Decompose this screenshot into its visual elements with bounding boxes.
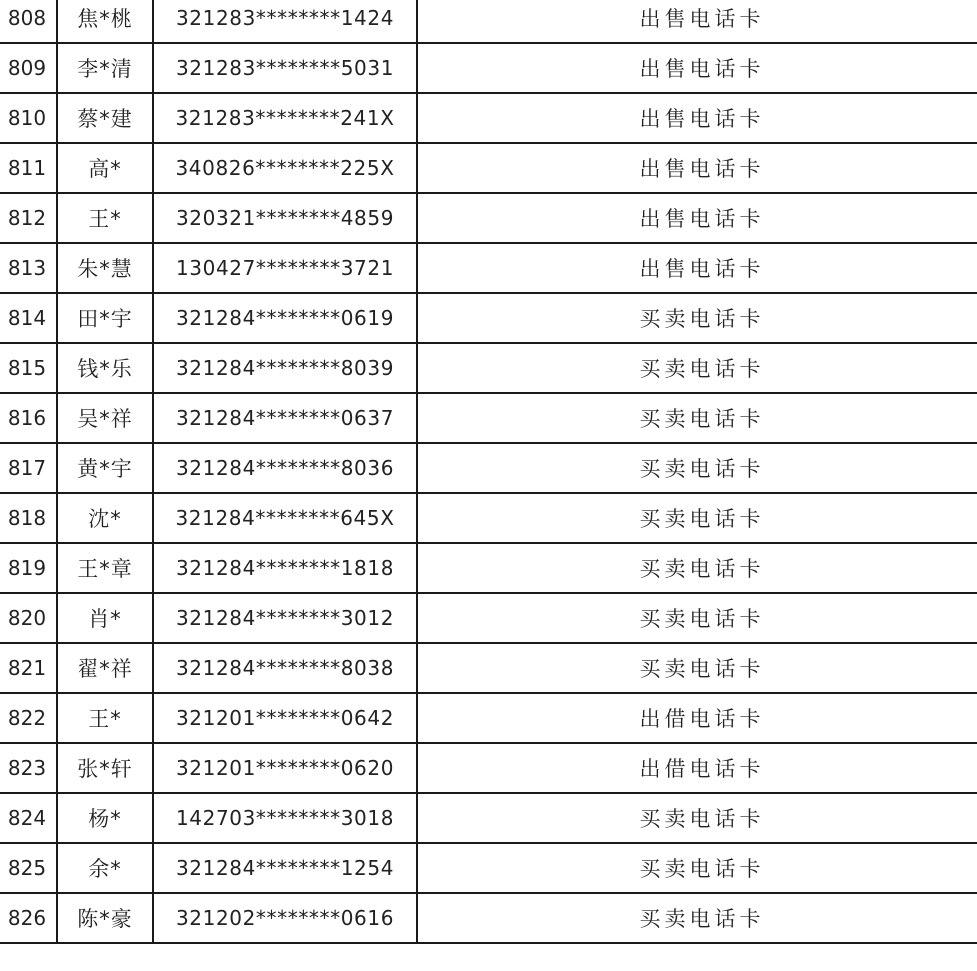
row-number-cell: 811	[0, 143, 57, 193]
person-name-cell: 张*轩	[57, 743, 153, 793]
table-row	[0, 643, 977, 693]
row-number-cell: 817	[0, 443, 57, 493]
row-number-cell: 810	[0, 93, 57, 143]
reason-cell: 买卖电话卡	[417, 293, 977, 343]
table-row	[0, 193, 977, 243]
table-row	[0, 743, 977, 793]
id-number-cell: 142703********3018	[153, 793, 417, 843]
id-number-cell: 321201********0642	[153, 693, 417, 743]
person-name-cell: 李*清	[57, 43, 153, 93]
reason-cell: 买卖电话卡	[417, 393, 977, 443]
id-number-cell: 321284********8039	[153, 343, 417, 393]
table-row	[0, 243, 977, 293]
person-name-cell: 焦*桃	[57, 0, 153, 43]
row-number-cell: 809	[0, 43, 57, 93]
id-number-cell: 321284********645X	[153, 493, 417, 543]
person-name-cell: 黄*宇	[57, 443, 153, 493]
table-row	[0, 543, 977, 593]
reason-cell: 买卖电话卡	[417, 843, 977, 893]
table-row	[0, 393, 977, 443]
reason-cell: 买卖电话卡	[417, 493, 977, 543]
row-number-cell: 815	[0, 343, 57, 393]
person-name-cell: 翟*祥	[57, 643, 153, 693]
table-row	[0, 493, 977, 543]
id-number-cell: 321202********0616	[153, 893, 417, 943]
row-number-cell: 808	[0, 0, 57, 43]
reason-cell: 买卖电话卡	[417, 893, 977, 943]
table-row	[0, 593, 977, 643]
person-name-cell: 肖*	[57, 593, 153, 643]
person-name-cell: 钱*乐	[57, 343, 153, 393]
person-name-cell: 王*	[57, 693, 153, 743]
table-row	[0, 343, 977, 393]
table-row	[0, 43, 977, 93]
id-number-cell: 321284********8038	[153, 643, 417, 693]
row-number-cell: 823	[0, 743, 57, 793]
id-number-cell: 321284********8036	[153, 443, 417, 493]
table-row	[0, 0, 977, 43]
person-name-cell: 陈*豪	[57, 893, 153, 943]
row-number-cell: 812	[0, 193, 57, 243]
person-name-cell: 王*章	[57, 543, 153, 593]
reason-cell: 出售电话卡	[417, 193, 977, 243]
reason-cell: 买卖电话卡	[417, 593, 977, 643]
row-number-cell: 824	[0, 793, 57, 843]
row-number-cell: 821	[0, 643, 57, 693]
id-number-cell: 320321********4859	[153, 193, 417, 243]
id-number-cell: 130427********3721	[153, 243, 417, 293]
table-row	[0, 893, 977, 943]
reason-cell: 出借电话卡	[417, 693, 977, 743]
person-name-cell: 沈*	[57, 493, 153, 543]
person-name-cell: 王*	[57, 193, 153, 243]
row-number-cell: 814	[0, 293, 57, 343]
table-row	[0, 143, 977, 193]
row-number-cell: 818	[0, 493, 57, 543]
person-name-cell: 杨*	[57, 793, 153, 843]
reason-cell: 买卖电话卡	[417, 793, 977, 843]
reason-cell: 出售电话卡	[417, 243, 977, 293]
table-row	[0, 693, 977, 743]
row-number-cell: 813	[0, 243, 57, 293]
id-number-cell: 321284********3012	[153, 593, 417, 643]
person-name-cell: 余*	[57, 843, 153, 893]
row-number-cell: 825	[0, 843, 57, 893]
id-number-cell: 321284********1818	[153, 543, 417, 593]
person-name-cell: 蔡*建	[57, 93, 153, 143]
table-row	[0, 843, 977, 893]
person-name-cell: 高*	[57, 143, 153, 193]
row-number-cell: 826	[0, 893, 57, 943]
reason-cell: 买卖电话卡	[417, 443, 977, 493]
reason-cell: 出售电话卡	[417, 143, 977, 193]
reason-cell: 出售电话卡	[417, 0, 977, 43]
id-number-cell: 321283********1424	[153, 0, 417, 43]
reason-cell: 买卖电话卡	[417, 343, 977, 393]
reason-cell: 买卖电话卡	[417, 543, 977, 593]
table-row	[0, 293, 977, 343]
person-name-cell: 田*宇	[57, 293, 153, 343]
id-number-cell: 340826********225X	[153, 143, 417, 193]
id-number-cell: 321201********0620	[153, 743, 417, 793]
reason-cell: 出售电话卡	[417, 93, 977, 143]
row-number-cell: 819	[0, 543, 57, 593]
row-number-cell: 820	[0, 593, 57, 643]
id-number-cell: 321283********241X	[153, 93, 417, 143]
id-number-cell: 321284********0619	[153, 293, 417, 343]
person-name-cell: 吴*祥	[57, 393, 153, 443]
id-number-cell: 321283********5031	[153, 43, 417, 93]
reason-cell: 买卖电话卡	[417, 643, 977, 693]
table-row	[0, 443, 977, 493]
table-row	[0, 793, 977, 843]
id-number-cell: 321284********1254	[153, 843, 417, 893]
person-name-cell: 朱*慧	[57, 243, 153, 293]
id-number-cell: 321284********0637	[153, 393, 417, 443]
row-number-cell: 816	[0, 393, 57, 443]
reason-cell: 出售电话卡	[417, 43, 977, 93]
reason-cell: 出借电话卡	[417, 743, 977, 793]
table-row	[0, 93, 977, 143]
row-number-cell: 822	[0, 693, 57, 743]
